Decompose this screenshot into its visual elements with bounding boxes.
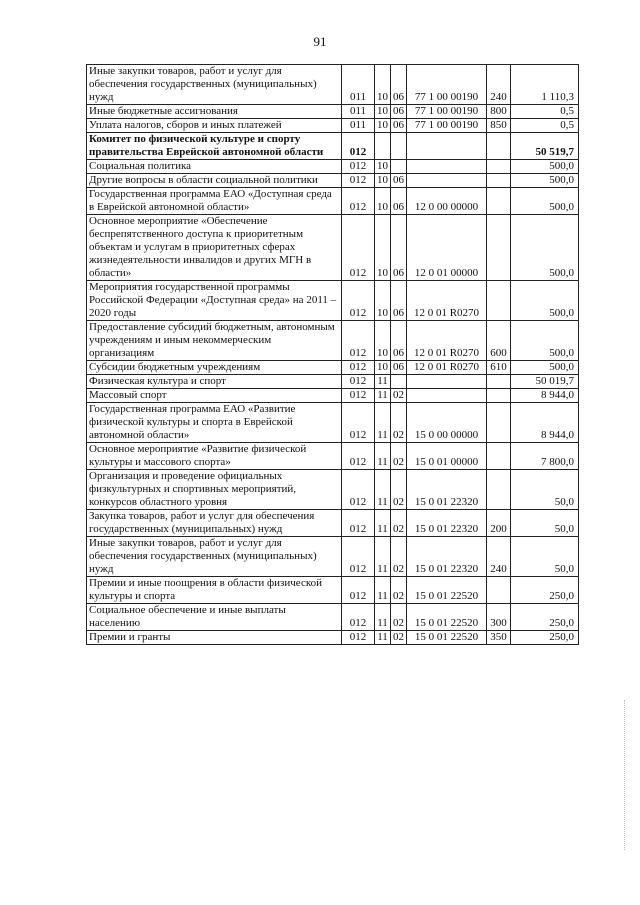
target-article-cell: [407, 133, 487, 160]
expense-type-cell: 240: [487, 537, 511, 577]
ved-code-cell: 012: [342, 631, 375, 645]
expense-type-cell: 850: [487, 119, 511, 133]
amount-cell: 500,0: [511, 215, 579, 281]
section-code-cell: 11: [375, 537, 391, 577]
expense-type-cell: [487, 160, 511, 174]
amount-cell: 500,0: [511, 321, 579, 361]
row-name-cell: Физическая культура и спорт: [87, 375, 342, 389]
amount-cell: 250,0: [511, 631, 579, 645]
amount-cell: 8 944,0: [511, 403, 579, 443]
row-name-cell: Государственная программа ЕАО «Развитие физической культуры и спорта в Еврейской автономной области»: [87, 403, 342, 443]
expense-type-cell: 610: [487, 361, 511, 375]
ved-code-cell: 012: [342, 160, 375, 174]
table-row: [87, 119, 579, 133]
table-row: [87, 604, 579, 631]
table-row: [87, 389, 579, 403]
row-name-cell: Субсидии бюджетным учреждениям: [87, 361, 342, 375]
section-code-cell: 11: [375, 375, 391, 389]
table-row: [87, 215, 579, 281]
section-code-cell: 11: [375, 403, 391, 443]
expense-type-cell: [487, 133, 511, 160]
expense-type-cell: [487, 215, 511, 281]
target-article-cell: 12 0 01 R0270: [407, 281, 487, 321]
expense-type-cell: [487, 389, 511, 403]
ved-code-cell: 012: [342, 470, 375, 510]
expense-type-cell: 800: [487, 105, 511, 119]
target-article-cell: 15 0 01 22520: [407, 577, 487, 604]
expense-type-cell: [487, 403, 511, 443]
subsection-code-cell: 02: [391, 403, 407, 443]
ved-code-cell: 012: [342, 604, 375, 631]
section-code-cell: 11: [375, 631, 391, 645]
subsection-code-cell: 06: [391, 174, 407, 188]
subsection-code-cell: 06: [391, 65, 407, 105]
section-code-cell: 10: [375, 160, 391, 174]
target-article-cell: 15 0 00 00000: [407, 403, 487, 443]
subsection-code-cell: [391, 160, 407, 174]
section-code-cell: 11: [375, 389, 391, 403]
table-row: [87, 160, 579, 174]
section-code-cell: 11: [375, 510, 391, 537]
subsection-code-cell: [391, 133, 407, 160]
scan-edge-marks: [624, 700, 629, 850]
amount-cell: 8 944,0: [511, 389, 579, 403]
table-row: [87, 361, 579, 375]
ved-code-cell: 012: [342, 188, 375, 215]
table-row: [87, 321, 579, 361]
section-code-cell: 10: [375, 188, 391, 215]
budget-table: [86, 64, 579, 645]
ved-code-cell: 012: [342, 321, 375, 361]
target-article-cell: 12 0 00 00000: [407, 188, 487, 215]
table-row: [87, 65, 579, 105]
ved-code-cell: 012: [342, 443, 375, 470]
amount-cell: 500,0: [511, 188, 579, 215]
target-article-cell: 15 0 01 22320: [407, 537, 487, 577]
target-article-cell: 12 0 01 00000: [407, 215, 487, 281]
row-name-cell: Основное мероприятие «Обеспечение беспрепятственного доступа к приоритетным объектам и услугам в приоритетных сферах жизнедеятельности инвалидов и других МГН в области»: [87, 215, 342, 281]
row-name-cell: Другие вопросы в области социальной политики: [87, 174, 342, 188]
subsection-code-cell: 02: [391, 389, 407, 403]
amount-cell: 1 110,3: [511, 65, 579, 105]
expense-type-cell: [487, 470, 511, 510]
row-name-cell: Социальная политика: [87, 160, 342, 174]
section-code-cell: 10: [375, 65, 391, 105]
row-name-cell: Массовый спорт: [87, 389, 342, 403]
amount-cell: 7 800,0: [511, 443, 579, 470]
table-row: [87, 631, 579, 645]
target-article-cell: [407, 160, 487, 174]
expense-type-cell: 200: [487, 510, 511, 537]
table-row: [87, 443, 579, 470]
table-row: [87, 403, 579, 443]
row-name-cell: Государственная программа ЕАО «Доступная среда в Еврейской автономной области»: [87, 188, 342, 215]
expense-type-cell: 350: [487, 631, 511, 645]
amount-cell: 500,0: [511, 174, 579, 188]
expense-type-cell: 600: [487, 321, 511, 361]
target-article-cell: 12 0 01 R0270: [407, 361, 487, 375]
row-name-cell: Предоставление субсидий бюджетным, автономным учреждениям и иным некоммерческим организациям: [87, 321, 342, 361]
target-article-cell: 77 1 00 00190: [407, 105, 487, 119]
subsection-code-cell: 06: [391, 119, 407, 133]
section-code-cell: 10: [375, 361, 391, 375]
amount-cell: 50 019,7: [511, 375, 579, 389]
section-code-cell: 10: [375, 174, 391, 188]
expense-type-cell: [487, 188, 511, 215]
table-row: [87, 470, 579, 510]
ved-code-cell: 011: [342, 65, 375, 105]
amount-cell: 0,5: [511, 119, 579, 133]
target-article-cell: 77 1 00 00190: [407, 65, 487, 105]
row-name-cell: Мероприятия государственной программы Российской Федерации «Доступная среда» на 2011 – 2020 годы: [87, 281, 342, 321]
ved-code-cell: 012: [342, 510, 375, 537]
section-code-cell: 11: [375, 470, 391, 510]
row-name-cell: Комитет по физической культуре и спорту правительства Еврейской автономной области: [87, 133, 342, 160]
table-row: [87, 375, 579, 389]
target-article-cell: 15 0 01 22520: [407, 631, 487, 645]
subsection-code-cell: 06: [391, 105, 407, 119]
ved-code-cell: 011: [342, 105, 375, 119]
target-article-cell: 15 0 01 22320: [407, 510, 487, 537]
section-code-cell: 10: [375, 119, 391, 133]
expense-type-cell: [487, 443, 511, 470]
amount-cell: 50,0: [511, 537, 579, 577]
row-name-cell: Организация и проведение официальных физкультурных и спортивных мероприятий, конкурсов областного уровня: [87, 470, 342, 510]
expense-type-cell: [487, 281, 511, 321]
table-row: [87, 510, 579, 537]
table-row: [87, 105, 579, 119]
row-name-cell: Иные бюджетные ассигнования: [87, 105, 342, 119]
target-article-cell: 15 0 01 22520: [407, 604, 487, 631]
ved-code-cell: 012: [342, 537, 375, 577]
target-article-cell: [407, 389, 487, 403]
target-article-cell: 15 0 01 22320: [407, 470, 487, 510]
subsection-code-cell: 06: [391, 188, 407, 215]
amount-cell: 500,0: [511, 361, 579, 375]
ved-code-cell: 011: [342, 119, 375, 133]
amount-cell: 50 519,7: [511, 133, 579, 160]
budget-table-body: [87, 65, 579, 645]
subsection-code-cell: 02: [391, 510, 407, 537]
table-row: [87, 577, 579, 604]
subsection-code-cell: 02: [391, 631, 407, 645]
row-name-cell: Премии и гранты: [87, 631, 342, 645]
row-name-cell: Иные закупки товаров, работ и услуг для обеспечения государственных (муниципальных) нужд: [87, 65, 342, 105]
ved-code-cell: 012: [342, 577, 375, 604]
subsection-code-cell: 02: [391, 577, 407, 604]
subsection-code-cell: [391, 375, 407, 389]
subsection-code-cell: 06: [391, 215, 407, 281]
row-name-cell: Иные закупки товаров, работ и услуг для обеспечения государственных (муниципальных) нужд: [87, 537, 342, 577]
table-row: [87, 174, 579, 188]
section-code-cell: 11: [375, 577, 391, 604]
table-row: [87, 188, 579, 215]
ved-code-cell: 012: [342, 375, 375, 389]
expense-type-cell: 300: [487, 604, 511, 631]
amount-cell: 0,5: [511, 105, 579, 119]
table-row: [87, 281, 579, 321]
ved-code-cell: 012: [342, 389, 375, 403]
row-name-cell: Социальное обеспечение и иные выплаты населению: [87, 604, 342, 631]
target-article-cell: 12 0 01 R0270: [407, 321, 487, 361]
ved-code-cell: 012: [342, 361, 375, 375]
section-code-cell: 11: [375, 443, 391, 470]
table-row: [87, 133, 579, 160]
amount-cell: 500,0: [511, 160, 579, 174]
row-name-cell: Премии и иные поощрения в области физической культуры и спорта: [87, 577, 342, 604]
section-code-cell: 10: [375, 215, 391, 281]
expense-type-cell: [487, 174, 511, 188]
target-article-cell: 15 0 01 00000: [407, 443, 487, 470]
amount-cell: 50,0: [511, 510, 579, 537]
section-code-cell: 10: [375, 105, 391, 119]
subsection-code-cell: 02: [391, 537, 407, 577]
subsection-code-cell: 06: [391, 321, 407, 361]
row-name-cell: Уплата налогов, сборов и иных платежей: [87, 119, 342, 133]
section-code-cell: 11: [375, 604, 391, 631]
row-name-cell: Закупка товаров, работ и услуг для обеспечения государственных (муниципальных) нужд: [87, 510, 342, 537]
amount-cell: 500,0: [511, 281, 579, 321]
expense-type-cell: [487, 577, 511, 604]
section-code-cell: 10: [375, 281, 391, 321]
expense-type-cell: 240: [487, 65, 511, 105]
target-article-cell: 77 1 00 00190: [407, 119, 487, 133]
ved-code-cell: 012: [342, 281, 375, 321]
ved-code-cell: 012: [342, 215, 375, 281]
subsection-code-cell: 02: [391, 470, 407, 510]
subsection-code-cell: 02: [391, 604, 407, 631]
section-code-cell: [375, 133, 391, 160]
amount-cell: 50,0: [511, 470, 579, 510]
row-name-cell: Основное мероприятие «Развитие физической культуры и массового спорта»: [87, 443, 342, 470]
ved-code-cell: 012: [342, 133, 375, 160]
subsection-code-cell: 06: [391, 281, 407, 321]
ved-code-cell: 012: [342, 174, 375, 188]
ved-code-cell: 012: [342, 403, 375, 443]
subsection-code-cell: 02: [391, 443, 407, 470]
page-number: 91: [313, 34, 327, 49]
section-code-cell: 10: [375, 321, 391, 361]
expense-type-cell: [487, 375, 511, 389]
subsection-code-cell: 06: [391, 361, 407, 375]
table-row: [87, 537, 579, 577]
amount-cell: 250,0: [511, 604, 579, 631]
target-article-cell: [407, 375, 487, 389]
target-article-cell: [407, 174, 487, 188]
amount-cell: 250,0: [511, 577, 579, 604]
